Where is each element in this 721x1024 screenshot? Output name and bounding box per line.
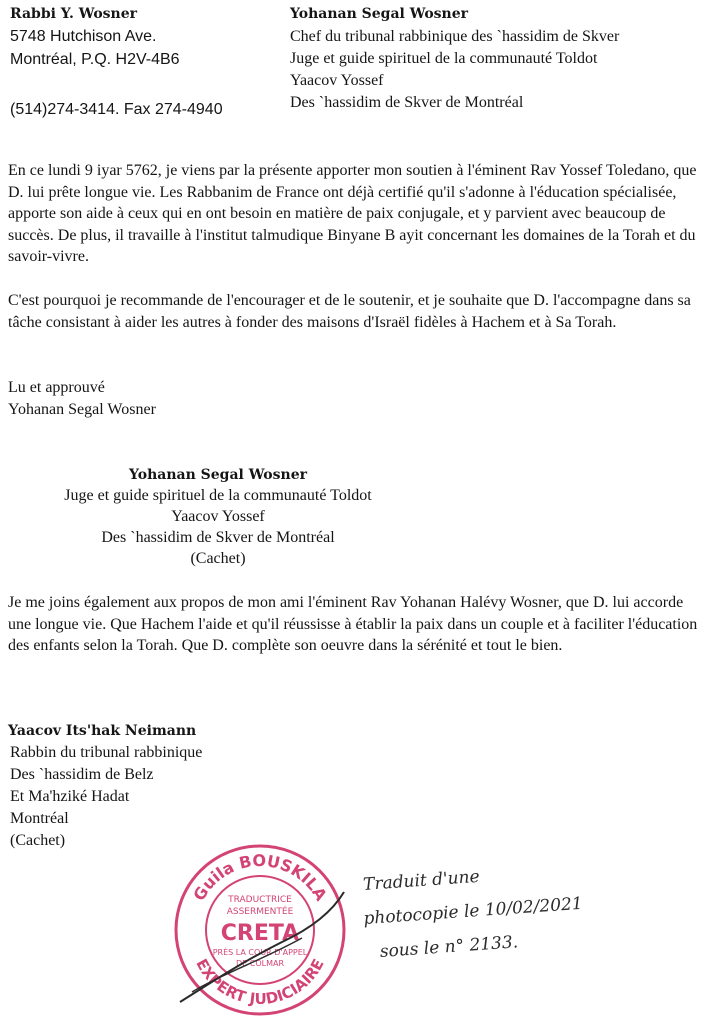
header-right-line: Des `hassidim de Skver de Montréal	[290, 94, 524, 111]
signature-2-line: Et Ma'hziké Hadat	[10, 788, 130, 805]
signature-2-line: (Cachet)	[10, 832, 66, 849]
signature-1-line: Yaacov Yossef	[171, 508, 265, 525]
paragraph-3: Je me joins également aux propos de mon ami l'éminent Rav Yohanan Halévy Wosner, que D. lui accorde une longue vie. Que Hachem l'aide et qu'il réussisse à établir la paix dans un couple et à faciliter l'éducation des enfants selon la Torah. Que D. complète son oeuvre dans la sérénité et tout le bien.	[8, 594, 698, 654]
handwritten-note	[362, 853, 586, 970]
stamp-center-text: CRETA	[220, 921, 300, 946]
signature-block-1	[0, 465, 436, 569]
sender-address-line-2: Montréal, P.Q. H2V-4B6	[10, 51, 180, 68]
header-right-line: Chef du tribunal rabbinique des `hassidim de Skver	[290, 28, 620, 45]
signature-2-line: Montréal	[10, 810, 69, 827]
approval-line-2: Yohanan Segal Wosner	[8, 401, 156, 418]
signature-2-line: Rabbin du tribunal rabbinique	[10, 744, 203, 761]
approval-line-1: Lu et approuvé	[8, 379, 105, 396]
handwritten-note-line: photocopie le 10/02/2021	[362, 893, 584, 929]
signature-1-line: (Cachet)	[190, 550, 246, 567]
stamp-inner-text: DE COLMAR	[235, 959, 285, 968]
handwritten-note-line: sous le n° 2133.	[379, 932, 519, 962]
handwritten-note-line: Traduit d'une	[362, 866, 481, 895]
sender-phone: (514)274-3414. Fax 274-4940	[10, 101, 223, 118]
signature-1-name: Yohanan Segal Wosner	[128, 467, 307, 483]
sender-address-line-1: 5748 Hutchison Ave.	[10, 28, 157, 45]
stamp-inner-text: PRÈS LA COUR D'APPEL	[212, 948, 308, 957]
signature-2-name: Yaacov Its'hak Neimann	[8, 723, 197, 739]
signature-1-line: Juge et guide spirituel de la communauté Toldot	[64, 487, 372, 504]
header-right-line: Juge et guide spirituel de la communauté Toldot	[290, 50, 598, 67]
stamp-top-arc: Guila BOUSKILA	[189, 850, 331, 905]
header-right-line: Yaacov Yossef	[290, 72, 384, 89]
paragraph-1: En ce lundi 9 iyar 5762, je viens par la présente apporter mon soutien à l'éminent Rav Yossef Toledano, que D. lui prête longue vie. Les Rabbanim de France ont déjà certifié qu'il s'adonne à l'éducation spécialisée, apporte son aide à ceux qui en ont besoin en matière de paix conjugale, et y parvient avec beaucoup de succès. De plus, il travaille à l'institut talmudique Binyane B ayit concernant les domaines de la Torah et du savoir-vivre.	[8, 162, 697, 265]
signature-2-line: Des `hassidim de Belz	[10, 766, 154, 783]
header-right-name: Yohanan Segal Wosner	[290, 6, 469, 22]
signature-1-line: Des `hassidim de Skver de Montréal	[101, 529, 335, 546]
stamp-bottom-arc: EXPERT JUDICIAIRE	[192, 955, 328, 1009]
paragraph-2: C'est pourquoi je recommande de l'encourager et de le soutenir, et je souhaite que D. l'accompagne dans sa tâche consistant à aider les autres à fonder des maisons d'Israël fidèles à Hachem et à Sa Torah.	[8, 292, 691, 331]
stamp-inner-text: TRADUCTRICE	[228, 895, 292, 905]
official-stamp	[172, 842, 348, 1018]
stamp-inner-text: ASSERMENTÉE	[226, 907, 294, 917]
sender-name: Rabbi Y. Wosner	[10, 6, 137, 22]
